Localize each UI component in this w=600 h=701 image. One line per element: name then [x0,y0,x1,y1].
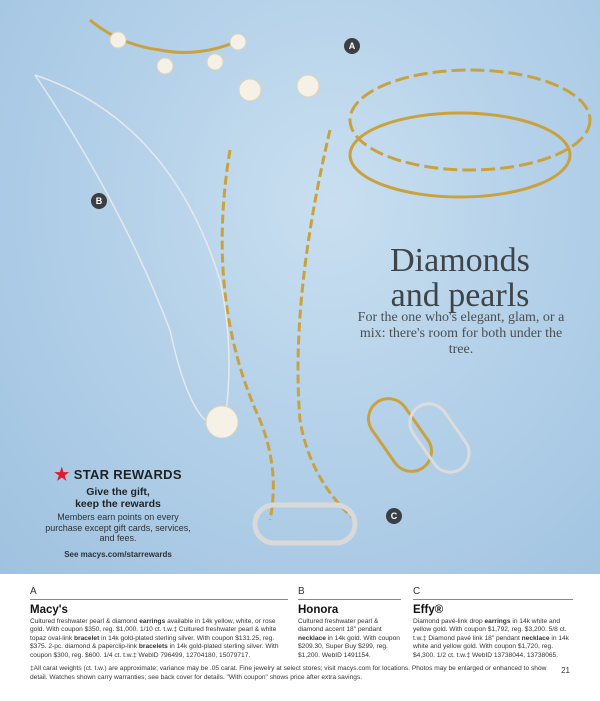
page-number: 21 [561,666,570,675]
star-rewards-description: Members earn points on every purchase except gift cards, services, and fees. [45,512,191,543]
star-rewards-logo-text: STAR REWARDS [73,467,182,482]
star-rewards-promo [38,464,198,559]
headline [380,243,540,313]
headline-line-2: and pearls [390,277,530,314]
product-brand: Effy® [413,604,444,616]
product-letter: C [413,586,573,600]
product-details-footer [0,578,600,701]
product-letter: B [298,586,401,600]
product-description: Diamond pavé-link drop earrings in 14k white and yellow gold. With coupon $1,792, reg. $3,200. 5/8 ct. t.w.‡ Diamond pavé link 18" pendant necklace in 14k white and yellow gold. With coupon $1,720, reg. $4,300. 1/2 ct. t.w.‡ WebID 13738044, 13738065. [413,618,569,659]
tagline-line-1: Give the gift, [86,486,150,498]
product-column-a [30,586,288,660]
star-rewards-logo [38,464,198,484]
subheadline: For the one who's elegant, glam, or a mix: there's room for both under the tree. [357,310,565,357]
star-icon: ★ [54,464,70,484]
product-brand: Macy's [30,604,68,616]
product-column-b [298,586,401,660]
product-marker-a: A [344,38,360,54]
star-rewards-tagline [38,486,198,510]
product-column-c [413,586,573,660]
product-brand: Honora [298,604,339,616]
product-letter: A [30,586,288,600]
tagline-line-2: keep the rewards [75,498,161,510]
product-marker-b: B [91,193,107,209]
product-description: Cultured freshwater pearl & diamond earrings available in 14k yellow, white, or rose gold. With coupon $350, reg. $1,000. 1/10 ct. t.w.‡ Cultured freshwater pearl & white topaz oval-link bracelet in 14k gold-plated sterling silver. With coupon $131.25, reg. $375. 2-pc. diamond & paperclip-link bracelets in 14k gold-plated sterling silver. With coupon $300, reg. $600. 1/4 ct. t.w.‡ WebID 796499, 12704180, 15079717. [30,618,279,659]
star-rewards-link[interactable]: See macys.com/starrewards [64,549,172,559]
product-marker-c: C [386,508,402,524]
fine-print: ‡All carat weights (ct. t.w.) are approximate; variance may be .05 carat. Fine jewelry at select stores; visit macys.com for locations. Photos may be enlarged or enhanced to show detail. Watches shown carry warranties; see back cover for details. "With coupon" shows price after extra savings. [30,665,547,681]
product-description: Cultured freshwater pearl & diamond accent 18" pendant necklace in 14k gold. With coupon $209.30, Super Buy $299, reg. $1,200. WebID 1491154. [298,618,400,659]
headline-line-1: Diamonds [390,242,530,279]
